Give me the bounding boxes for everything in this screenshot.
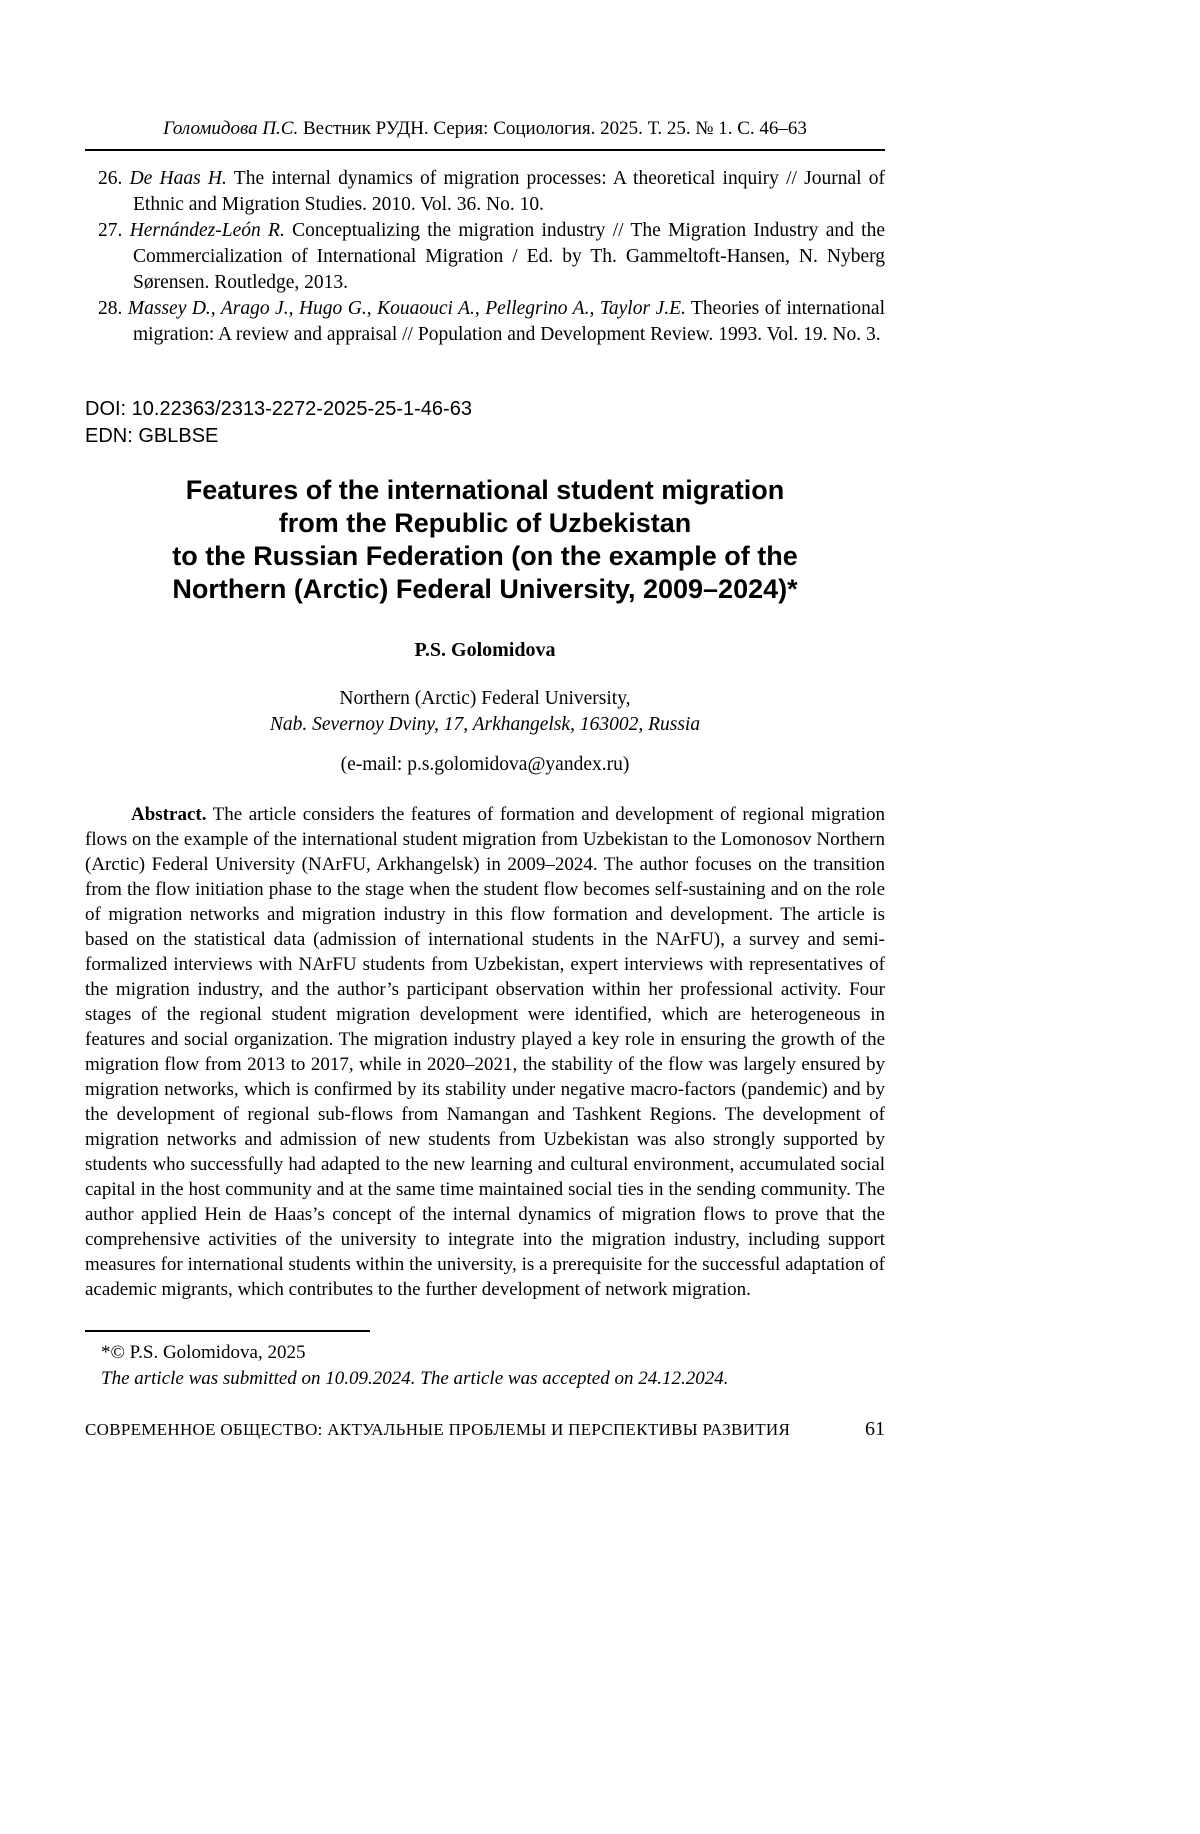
footnote-rule [85,1330,370,1332]
ref-text: The internal dynamics of migration processes: A theoretical inquiry // Journal of Ethnic and Migration Studies. 2010. Vol. 36. No. 10. [133,168,886,215]
submission-dates-note: The article was submitted on 10.09.2024. The article was accepted on 24.12.2024. [101,1368,729,1389]
identifier-block [85,396,885,450]
abstract-paragraph [85,802,885,1302]
running-head-journal: Вестник РУДН. Серия: Социология. 2025. Т. 25. № 1. С. 46–63 [302,118,807,139]
edn-line: EDN: GBLBSE [85,425,219,447]
copyright-note: *© P.S. Golomidova, 2025 [101,1342,306,1363]
title-line: Features of the international student migration [185,475,785,505]
ref-number: 27. [98,220,123,241]
ref-number: 28. [98,298,123,319]
article-title [85,474,885,606]
reference-item [85,166,885,218]
ref-number: 26. [98,168,123,189]
ref-authors: Hernández-León R. [129,220,285,241]
author-name: P.S. Golomidova [414,639,556,661]
ref-text: Theories of international migration: A review and appraisal // Population and Development Review. 1993. Vol. 19. No. 3. [133,298,885,345]
title-line: to the Russian Federation (on the example of the [172,541,798,571]
abstract-text: The article considers the features of formation and development of regional migration flows on the example of the international student migration from Uzbekistan to the Lomonosov Northern (Arctic) Federal University (NArFU, Arkhangelsk) in 2009–2024. The author focuses on the transition from the flow initiation phase to the stage when the student flow becomes self-sustaining and on the role of migration networks and migration industry in this flow formation and development. The article is based on the statistical data (admission of international students in the NArFU), a survey and semi-formalized interviews with NArFU students from Uzbekistan, expert interviews with representatives of the migration industry, and the author’s participant observation within her professional activity. Four stages of the regional student migration development were identified, which are heterogeneous in features and social organization. The migration industry played a key role in ensuring the growth of the migration flow from 2013 to 2017, while in 2020–2021, the stability of the flow was largely ensured by migration networks, which is confirmed by its stability under negative macro-factors (pandemic) and by the development of regional sub-flows from Namangan and Tashkent Regions. The development of migration networks and admission of new students from Uzbekistan was also strongly supported by students who successfully had adapted to the new learning and cultural environment, accumulated social capital in the host community and at the same time maintained social ties in the sending community. The author applied Hein de Haas’s concept of the internal dynamics of migration flows to prove that the comprehensive activities of the university to integrate into the migration industry, including support measures for international students within the university, is a prerequisite for the successful adaptation of academic migrants, which contributes to the further development of network migration. [85,804,885,1300]
doi-line: DOI: 10.22363/2313-2272-2025-25-1-46-63 [85,398,472,420]
reference-item [85,218,885,296]
page-content-column [85,0,885,1441]
reference-list [85,166,885,348]
running-head-author: Голомидова П.С. [163,118,299,139]
header-rule [85,149,885,151]
footer-section-title: СОВРЕМЕННОЕ ОБЩЕСТВО: АКТУАЛЬНЫЕ ПРОБЛЕМЫ И ПЕРСПЕКТИВЫ РАЗВИТИЯ [85,1420,791,1439]
abstract-label: Abstract. [131,804,207,825]
page-footer [85,1418,885,1441]
ref-authors: De Haas H. [129,168,227,189]
page-number: 61 [865,1418,885,1440]
reference-item [85,296,885,348]
email-line: (e-mail: p.s.golomidova@yandex.ru) [340,754,630,775]
affiliation-institution: Northern (Arctic) Federal University, [339,688,631,709]
running-head [85,118,885,140]
title-line: from the Republic of Uzbekistan [278,508,692,538]
affiliation-address: Nab. Severnoy Dviny, 17, Arkhangelsk, 163002, Russia [269,714,701,735]
ref-text: Conceptualizing the migration industry // The Migration Industry and the Commercialization of International Migration / Ed. by Th. Gammeltoft-Hansen, N. Nyberg Sørensen. Routledge, 2013. [133,220,886,293]
ref-authors: Massey D., Arago J., Hugo G., Kouaouci A., Pellegrino A., Taylor J.E. [127,298,686,319]
title-line: Northern (Arctic) Federal University, 2009–2024)* [172,574,798,604]
affiliation-block [85,686,885,738]
